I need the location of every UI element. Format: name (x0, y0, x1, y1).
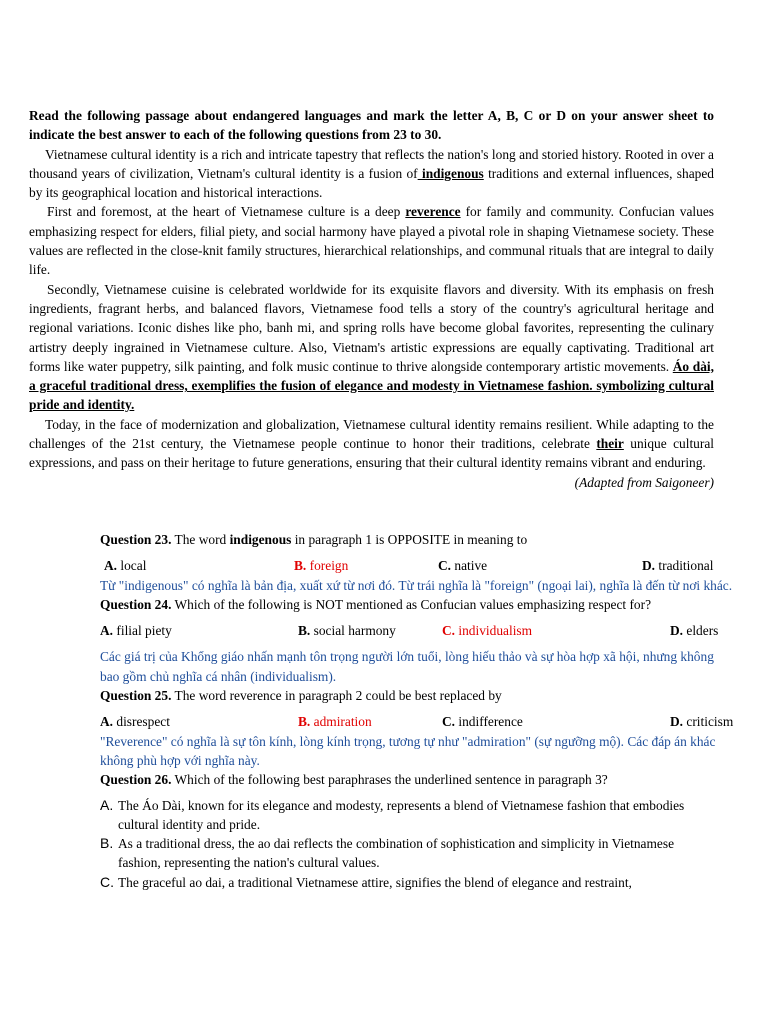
option-c[interactable]: C. The graceful ao dai, a traditional Vietnamese attire, signifies the blend of elegance and restraint, (100, 873, 632, 890)
option-b-correct[interactable]: B. admiration (298, 714, 372, 730)
source-citation: (Adapted from Saigoneer) (574, 474, 714, 490)
question-26: Question 26. Which of the following best paraphrases the underlined sentence in paragraph 3? (100, 772, 608, 788)
question-25-options (100, 712, 750, 731)
paragraph-3: Secondly, Vietnamese cuisine is celebrated worldwide for its exquisite flavors and diversity. With its emphasis on fresh ingredients, fragrant herbs, and balanced flavors, Vietnamese food tells a story of the country's agricultural heritage and regional variations. Iconic dishes like pho, banh mi, and spring rolls have become global favorites, representing the culinary artistry deeply ingrained in Vietnamese culture. Also, Vietnam's artistic expressions are equally captivating. Traditional art forms like water puppetry, silk painting, and folk music continue to thrive alongside contemporary artistic movements. Áo dài, a graceful traditional dress, exemplifies the fusion of elegance and modesty in Vietnamese fashion. symbolizing cultural pride and identity. (29, 281, 714, 413)
option-d[interactable]: D. criticism (670, 714, 734, 730)
option-a[interactable]: A. local (104, 558, 147, 574)
option-a[interactable]: A. The Áo Dài, known for its elegance and modesty, represents a blend of Vietnamese fashion that embodies cultural identity and pride. (100, 796, 685, 832)
paragraph-2: First and foremost, at the heart of Vietnamese culture is a deep reverence for family and community. Confucian values emphasizing respect for elders, filial piety, and social harmony have played a pivotal role in shaping Vietnamese society. These values are reflected in the close-knit family structures, hierarchical relationships, and communal rituals that are integral to daily life. (29, 204, 714, 278)
option-b[interactable]: B. As a traditional dress, the ao dai reflects the combination of sophistication and simplicity in Vietnamese fashion, representing the nation's cultural values. (100, 835, 675, 871)
paragraph-1: Vietnamese cultural identity is a rich and intricate tapestry that reflects the nation's long and storied history. Rooted in over a thousand years of civilization, Vietnam's cultural identity is a fusion of indigenous traditions and external influences, shaped by its geographical location and historical interactions. (29, 146, 714, 201)
underlined-their: their (596, 436, 624, 452)
option-c-correct[interactable]: C. individualism (442, 623, 533, 639)
question-24-explanation: Các giá trị của Khổng giáo nhấn mạnh tôn trọng người lớn tuổi, lòng hiếu thảo và sự hòa hợp xã hội, nhưng không bao gồm chủ nghĩa cá nhân (individualism). (100, 649, 714, 684)
reading-passage (29, 106, 714, 492)
underlined-reverence: reverence (405, 204, 461, 220)
question-24-options (100, 621, 750, 640)
option-a[interactable]: A. disrespect (100, 714, 170, 730)
option-b[interactable]: B. social harmony (298, 623, 396, 639)
instruction: Read the following passage about endangered languages and mark the letter A, B, C or D on your answer sheet to indicate the best answer to each of the following questions from 23 to 30. (29, 108, 714, 143)
option-c[interactable]: C. indifference (442, 714, 523, 730)
option-d[interactable]: D. elders (670, 623, 719, 639)
question-23-options (104, 556, 750, 575)
question-26-options (100, 796, 715, 892)
questions-section (100, 530, 750, 892)
question-24: Question 24. Which of the following is NOT mentioned as Confucian values emphasizing respect for? (100, 596, 652, 612)
option-d[interactable]: D. traditional (642, 558, 714, 574)
option-b-correct[interactable]: B. foreign (294, 558, 349, 574)
option-c[interactable]: C. native (438, 558, 488, 574)
underlined-indigenous: indigenous (417, 165, 484, 181)
paragraph-4: Today, in the face of modernization and globalization, Vietnamese cultural identity remains resilient. While adapting to the challenges of the 21st century, the Vietnamese people continue to honor their traditions, celebrate their unique cultural expressions, and pass on their heritage to future generations, ensuring that their cultural identity remains vibrant and enduring. (29, 416, 714, 471)
question-25-explanation: "Reverence" có nghĩa là sự tôn kính, lòng kính trọng, tương tự như "admiration" (sự ngưỡng mộ). Các đáp án khác không phù hợp với nghĩa này. (100, 733, 716, 768)
question-23-explanation: Từ "indigenous" có nghĩa là bản địa, xuất xứ từ nơi đó. Từ trái nghĩa là "foreign" (ngoại lai), nghĩa là đến từ nơi khác. (100, 577, 733, 593)
underlined-sentence: Áo dài, a graceful traditional dress, exemplifies the fusion of elegance and modesty in Vietnamese fashion. symbolizing cultural pride and identity. (29, 358, 714, 413)
question-23: Question 23. The word indigenous in paragraph 1 is OPPOSITE in meaning to (100, 532, 528, 547)
question-25: Question 25. The word reverence in paragraph 2 could be best replaced by (100, 688, 502, 704)
option-a[interactable]: A. filial piety (100, 623, 172, 639)
